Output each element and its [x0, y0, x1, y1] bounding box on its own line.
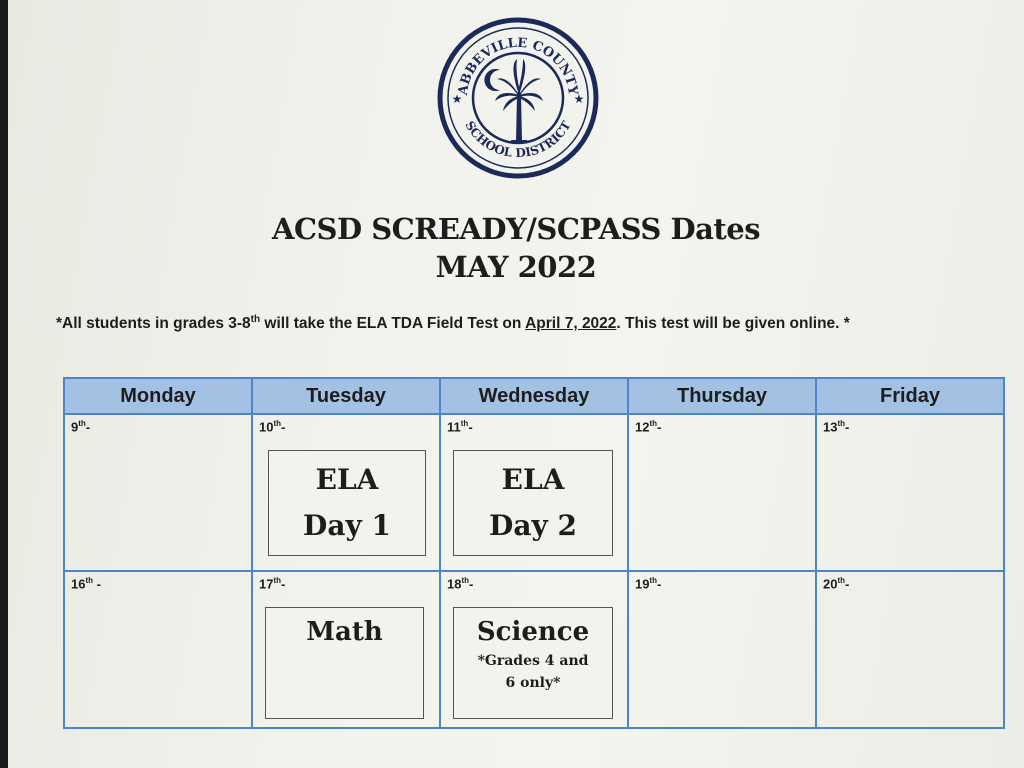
day-cell — [252, 414, 440, 571]
day-cell — [64, 571, 252, 728]
day-cell — [252, 571, 440, 728]
event-subtitle: Day 2 — [489, 509, 577, 542]
note-text-2: will take the ELA TDA Field Test on — [260, 315, 526, 333]
title-line-2: MAY 2022 — [435, 250, 597, 284]
title-line-1: ACSD SCREADY/SCPASS Dates — [271, 212, 761, 246]
day-cell — [816, 414, 1004, 571]
event-math — [265, 607, 424, 719]
seal-bottom-text: SCHOOL DISTRICT — [462, 118, 574, 161]
day-number: 11th- — [447, 419, 473, 435]
event-ela-day-1 — [268, 450, 426, 556]
day-number: 12th- — [635, 419, 662, 435]
seal-top-text: ABBEVILLE COUNTY — [455, 35, 581, 97]
document-page — [8, 0, 1024, 768]
event-science — [453, 607, 613, 719]
day-number: 16th - — [71, 576, 101, 592]
day-number: 10th- — [259, 419, 286, 435]
event-subtitle: Day 1 — [303, 509, 391, 542]
day-cell — [816, 571, 1004, 728]
event-note-line-1: *Grades 4 and — [477, 653, 589, 669]
day-number: 17th- — [259, 576, 286, 592]
day-number: 13th- — [823, 419, 850, 435]
event-title: Math — [306, 617, 383, 647]
svg-text:★: ★ — [573, 92, 585, 106]
day-number: 18th- — [447, 576, 474, 592]
header-friday: Friday — [816, 378, 1004, 414]
header-thursday: Thursday — [628, 378, 816, 414]
note-text-1: *All students in grades 3-8 — [56, 315, 251, 333]
header-monday: Monday — [64, 378, 252, 414]
document-title — [8, 210, 1024, 286]
day-cell — [440, 571, 628, 728]
event-title: ELA — [501, 463, 565, 496]
svg-text:★: ★ — [451, 92, 463, 106]
note-date: April 7, 2022 — [525, 315, 617, 333]
day-number: 9th- — [71, 419, 91, 435]
calendar-week-row — [64, 414, 1004, 571]
district-seal-logo — [437, 17, 599, 179]
note-text-3: . This test will be given online. * — [616, 315, 850, 333]
calendar-header-row — [64, 378, 1004, 414]
event-title: ELA — [315, 463, 379, 496]
calendar-table — [63, 377, 1005, 729]
day-number: 19th- — [635, 576, 662, 592]
event-note-line-2: 6 only* — [505, 675, 561, 691]
day-cell — [628, 414, 816, 571]
day-cell — [64, 414, 252, 571]
event-title: Science — [476, 617, 590, 647]
calendar-week-row — [64, 571, 1004, 728]
header-wednesday: Wednesday — [440, 378, 628, 414]
note-sup: th — [250, 314, 261, 325]
header-tuesday: Tuesday — [252, 378, 440, 414]
day-cell — [440, 414, 628, 571]
event-ela-day-2 — [453, 450, 613, 556]
field-test-note — [56, 314, 996, 333]
day-cell — [628, 571, 816, 728]
day-number: 20th- — [823, 576, 850, 592]
